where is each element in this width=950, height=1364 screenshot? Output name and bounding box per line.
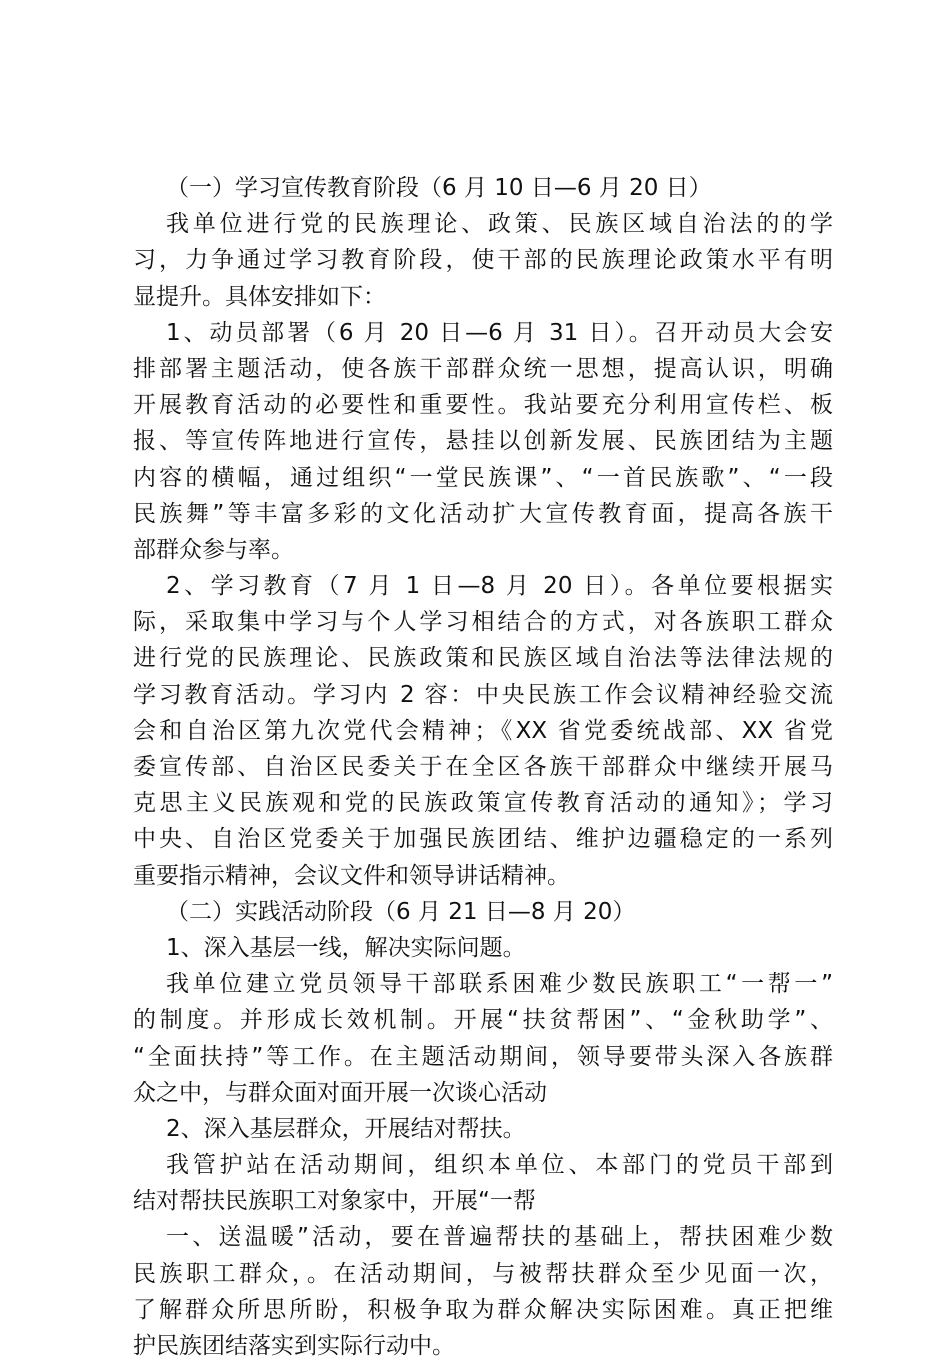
paragraph-line: 克思主义民族观和党的民族政策宣传教育活动的通知》；学习 (133, 790, 833, 817)
paragraph-line: 报、等宣传阵地进行宣传，悬挂以创新发展、民族团结为主题 (133, 428, 833, 455)
section-heading-1: （一）学习宣传教育阶段（6 月 10 日—6 月 20 日） (166, 175, 712, 201)
paragraph-line: 际，采取集中学习与个人学习相结合的方式，对各族职工群众 (133, 609, 833, 636)
paragraph-line: 民族职工群众，。在活动期间，与被帮扶群众至少见面一次， (133, 1260, 833, 1287)
paragraph-line: 众之中，与群众面对面开展一次谈心活动 (133, 1079, 547, 1106)
paragraph-line: 了解群众所思所盼，积极争取为群众解决实际困难。真正把维 (133, 1296, 833, 1323)
subsection-heading: 2、深入基层群众，开展结对帮扶。 (166, 1115, 526, 1142)
document-body (133, 170, 833, 1364)
paragraph-line: 结对帮扶民族职工对象家中，开展“一帮 (133, 1188, 536, 1215)
section-heading-2: （二）实践活动阶段（6 月 21 日—8 月 20） (166, 898, 636, 925)
paragraph-line: 习，力争通过学习教育阶段，使干部的民族理论政策水平有明 (133, 247, 833, 274)
paragraph-line: 会和自治区第九次党代会精神；《XX 省党委统战部、XX 省党 (133, 717, 833, 744)
paragraph-line: 排部署主题活动，使各族干部群众统一思想，提高认识，明确 (133, 355, 833, 382)
paragraph-line: 进行党的民族理论、民族政策和民族区域自治法等法律法规的 (133, 645, 833, 672)
paragraph-line: 护民族团结落实到实际行动中。 (133, 1333, 455, 1359)
paragraph-line: 中央、自治区党委关于加强民族团结、维护边疆稳定的一系列 (133, 826, 833, 853)
subsection-heading: 1、深入基层一线，解决实际问题。 (166, 934, 526, 961)
paragraph-line: 我单位进行党的民族理论、政策、民族区域自治法的的学 (166, 211, 833, 238)
paragraph-line: “全面扶持”等工作。在主题活动期间，领导要带头深入各族群 (133, 1043, 833, 1070)
paragraph-line: 的制度。并形成长效机制。开展“扶贫帮困”、“金秋助学”、 (133, 1007, 833, 1034)
paragraph-line: 2、学习教育（7 月 1 日—8 月 20 日）。各单位要根据实 (166, 573, 833, 600)
paragraph-line: 重要指示精神，会议文件和领导讲话精神。 (133, 862, 570, 889)
paragraph-line: 部群众参与率。 (133, 536, 294, 563)
paragraph-line: 一、送温暖”活动，要在普遍帮扶的基础上，帮扶困难少数 (166, 1224, 833, 1251)
paragraph-line: 开展教育活动的必要性和重要性。我站要充分利用宣传栏、板 (133, 392, 833, 419)
paragraph-line: 1、动员部署（6 月 20 日—6 月 31 日）。召开动员大会安 (166, 319, 833, 346)
paragraph-line: 民族舞”等丰富多彩的文化活动扩大宣传教育面，提高各族干 (133, 500, 833, 527)
paragraph-line: 显提升。具体安排如下： (133, 283, 386, 310)
paragraph-line: 内容的横幅，通过组织“一堂民族课”、“一首民族歌”、“一段 (133, 464, 833, 491)
paragraph-line: 我管护站在活动期间，组织本单位、本部门的党员干部到 (166, 1152, 833, 1179)
paragraph-line: 委宣传部、自治区民委关于在全区各族干部群众中继续开展马 (133, 754, 833, 780)
paragraph-line: 学习教育活动。学习内 2 容：中央民族工作会议精神经验交流 (133, 681, 833, 708)
paragraph-line: 我单位建立党员领导干部联系困难少数民族职工“一帮一” (166, 971, 833, 998)
